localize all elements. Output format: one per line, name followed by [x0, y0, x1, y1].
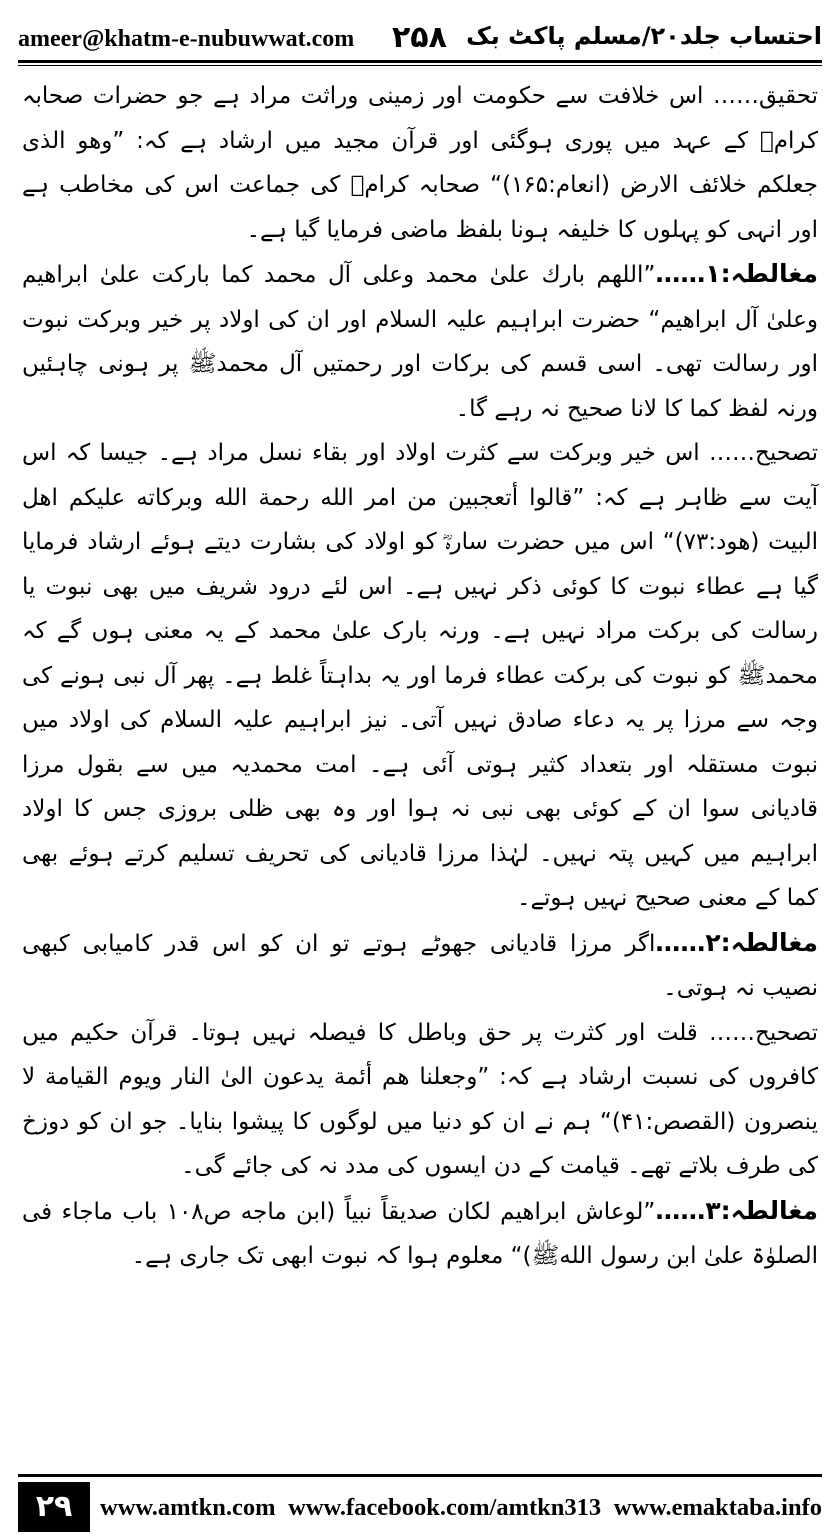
footer-rule — [18, 1474, 822, 1477]
mughalata-3-text: ”لوعاش ابراھیم لکان صدیقاً نبیاً (ابن ماجه ص۱۰۸ باب ماجاء فی الصلوٰۃ علیٰ ابن رسول اللهﷺ)“ معلوم ہوا کہ نبوت ابھی تک جاری ہے۔ — [22, 1198, 818, 1269]
folio-number: ۲۹ — [18, 1482, 90, 1532]
mughalata-1-text: ”اللھم بارك علیٰ محمد وعلی آل محمد کما بارکت علیٰ ابراھیم وعلیٰ آل ابراھیم“ حضرت ابراہیم علیہ السلام اور ان کی اولاد پر خیر وبرکت نبوت اور رسالت تھی۔ اسی قسم کی برکات اور رحمتیں آل محمدﷺ پر ہونی چاہئیں ورنہ لفظ کما کا لانا صحیح نہ رہے گا۔ — [22, 262, 818, 422]
footer-links — [100, 1486, 822, 1530]
paragraph-tahqeeq: تحقیق…… اس خلافت سے حکومت اور زمینی وراثت مراد ہے جو حضرات صحابہ کرامؓ کے عہد میں پوری ہوگئی اور قرآن مجید میں ارشاد ہے کہ: ”وھو الذی جعلکم خلائف الارض (انعام:۱۶۵)“ صحابہ کرامؓ کی جماعت اس کی مخاطب ہے اور انہی کو پہلوں کا خلیفہ ہونا بلفظ ماضی فرمایا گیا ہے۔ — [22, 83, 818, 243]
header-rule-thin — [18, 65, 822, 66]
paragraph-tasheeh-1: تصحیح…… اس خیر وبرکت سے کثرت اولاد اور بقاء نسل مراد ہے۔ جیسا کہ اس آیت سے ظاہر ہے کہ: ”قالوا أتعجبین من امر الله رحمة الله وبرکاته علیکم اھل البیت (ھود:۷۳)“ اس میں حضرت سارہؓ کو اولاد کی بشارت دیتے ہوئے ارشاد فرمایا گیا ہے عطاء نبوت کا کوئی ذکر نہیں ہے۔ اس لئے درود شریف میں بھی نبوت یا رسالت کی برکت مراد نہیں ہے۔ ورنہ بارک علیٰ محمد کے یہ معنی ہوں گے کہ محمدﷺ کو نبوت کی برکت عطاء فرما اور یہ بداہتاً غلط ہے۔ پھر آل نبی ہونے کی وجہ سے مرزا پر یہ دعاء صادق نہیں آتی۔ نیز ابراہیم علیہ السلام کی اولاد میں نبوت مستقلہ اور بتعداد کثیر ہوتی آئی ہے۔ امت محمدیہ میں سے بقول مرزا قادیانی سوا ان کے کوئی بھی نبی نہ ہوا اور وہ بھی ظلی بروزی جس کا اولاد ابراہیم میں کہیں پتہ نہیں۔ لہٰذا مرزا قادیانی کی تحریف تسلیم کرتے ہوئے بھی کما کے معنی صحیح نہیں ہوتے۔ — [22, 440, 818, 911]
header-email[interactable]: ameer@khatm-e-nubuwwat.com — [18, 26, 355, 52]
paragraph-mughalata-3 — [22, 1189, 818, 1279]
footer-link-amtkn[interactable]: www.amtkn.com — [100, 1494, 276, 1521]
header-book-title: احتساب جلد۲۰/مسلم پاکٹ بک — [466, 22, 822, 50]
page-header — [18, 12, 822, 58]
paragraph-mughalata-1 — [22, 252, 818, 431]
header-page-number: ۲۵۸ — [392, 20, 447, 55]
body-text — [22, 74, 818, 1448]
header-rule — [18, 60, 822, 63]
paragraph-mughalata-2 — [22, 921, 818, 1011]
mughalata-3-heading: مغالطہ:۳…… — [655, 1195, 818, 1225]
mughalata-2-heading: مغالطہ:۲…… — [655, 927, 818, 957]
paragraph-tasheeh-2: تصحیح…… قلت اور کثرت پر حق وباطل کا فیصلہ نہیں ہوتا۔ قرآن حکیم میں کافروں کی نسبت ارشاد ہے کہ: ”وجعلنا ھم أئمة یدعون الیٰ النار ویوم القیامة لا ینصرون (القصص:۴۱)“ ہم نے ان کو دنیا میں لوگوں کا پیشوا بنایا۔ جو ان کو دوزخ کی طرف بلاتے تھے۔ قیامت کے دن ایسوں کی مدد نہ کی جائے گی۔ — [22, 1019, 818, 1179]
mughalata-2-text: اگر مرزا قادیانی جھوٹے ہوتے تو ان کو اس قدر کامیابی کبھی نصیب نہ ہوتی۔ — [22, 930, 818, 1001]
footer-link-emaktaba[interactable]: www.emaktaba.info — [613, 1494, 822, 1521]
footer-link-facebook[interactable]: www.facebook.com/amtkn313 — [288, 1494, 602, 1521]
mughalata-1-heading: مغالطہ:۱…… — [655, 259, 818, 288]
